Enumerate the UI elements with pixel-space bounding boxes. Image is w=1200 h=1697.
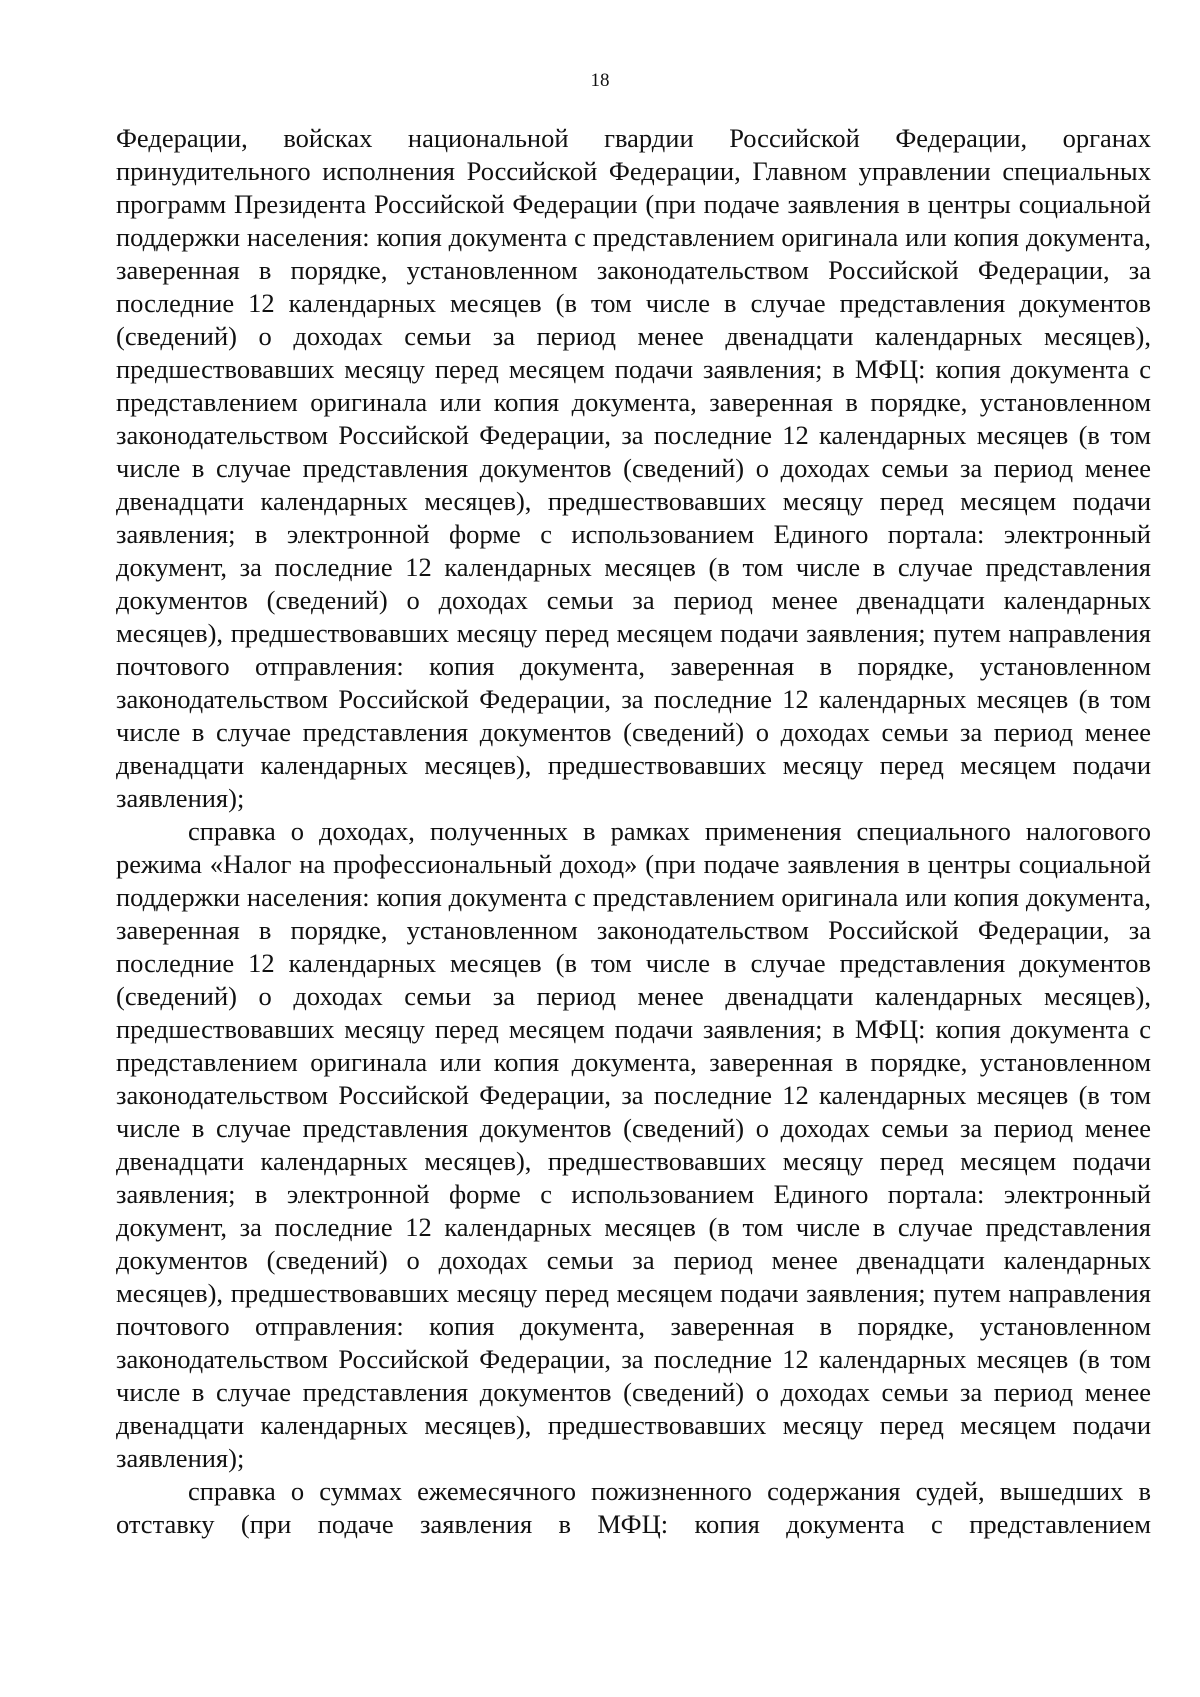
paragraph-judges-allowance-certificate: справка о суммах ежемесячного пожизненного содержания судей, вышедших в отставку (при подаче заявления в МФЦ: копия документа с представлением [116,1476,1151,1539]
paragraph-npd-income-certificate: справка о доходах, полученных в рамках применения специального налогового режима «Налог на профессиональный доход» (при подаче заявления в центры социальной поддержки населения: копия документа с представлением оригинала или копия документа, заверенная в порядке, установленном законодательством Российской Федерации, за последние 12 календарных месяцев (в том числе в случае представления документов (сведений) о доходах семьи за период менее двенадцати календарных месяцев), предшествовавших месяцу перед месяцем подачи заявления; в МФЦ: копия документа с представлением оригинала или копия документа, заверенная в порядке, установленном законодательством Российской Федерации, за последние 12 календарных месяцев (в том числе в случае представления документов (сведений) о доходах семьи за период менее двенадцати календарных месяцев), предшествовавших месяцу перед месяцем подачи заявления; в электронной форме с использованием Единого портала: электронный документ, за последние 12 календарных месяцев (в том числе в случае представления документов (сведений) о доходах семьи за период менее двенадцати календарных месяцев), предшествовавших месяцу перед месяцем подачи заявления; путем направления почтового отправления: копия документа, заверенная в порядке, установленном законодательством Российской Федерации, за последние 12 календарных месяцев (в том числе в случае представления документов (сведений) о доходах семьи за период менее двенадцати календарных месяцев), предшествовавших месяцу перед месяцем подачи заявления); [116,816,1151,1473]
paragraph-continuation: Федерации, войсках национальной гвардии Российской Федерации, органах принудительного исполнения Российской Федерации, Главном управлении специальных программ Президента Российской Федерации (при подаче заявления в центры социальной поддержки населения: копия документа с представлением оригинала или копия документа, заверенная в порядке, установленном законодательством Российской Федерации, за последние 12 календарных месяцев (в том числе в случае представления документов (сведений) о доходах семьи за период менее двенадцати календарных месяцев), предшествовавших месяцу перед месяцем подачи заявления; в МФЦ: копия документа с представлением оригинала или копия документа, заверенная в порядке, установленном законодательством Российской Федерации, за последние 12 календарных месяцев (в том числе в случае представления документов (сведений) о доходах семьи за период менее двенадцати календарных месяцев), предшествовавших месяцу перед месяцем подачи заявления; в электронной форме с использованием Единого портала: электронный документ, за последние 12 календарных месяцев (в том числе в случае представления документов (сведений) о доходах семьи за период менее двенадцати календарных месяцев), предшествовавших месяцу перед месяцем подачи заявления; путем направления почтового отправления: копия документа, заверенная в порядке, установленном законодательством Российской Федерации, за последние 12 календарных месяцев (в том числе в случае представления документов (сведений) о доходах семьи за период менее двенадцати календарных месяцев), предшествовавших месяцу перед месяцем подачи заявления); [116,123,1151,813]
page-number: 18 [590,70,610,91]
document-body [116,122,1151,1541]
